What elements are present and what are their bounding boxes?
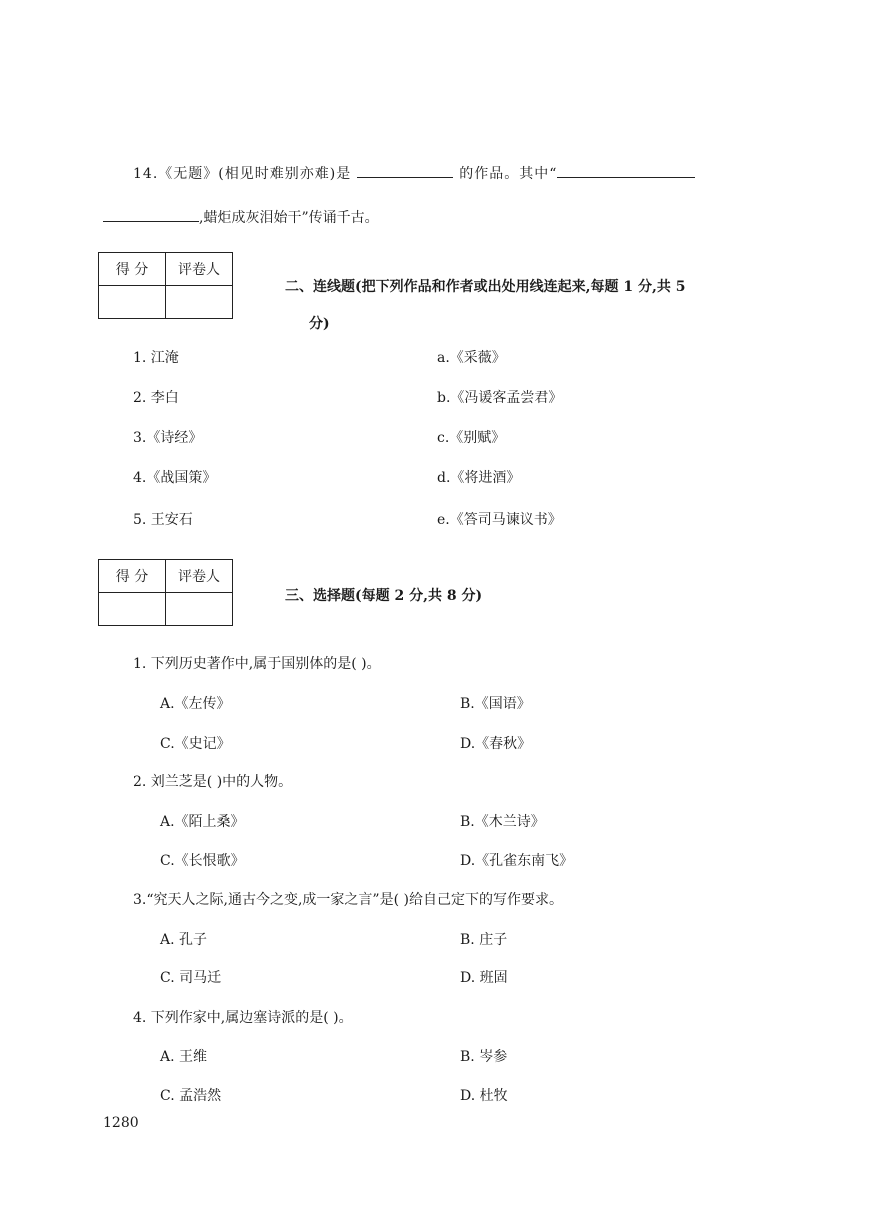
question-4-stem: 4. 下列作家中,属边塞诗派的是( )。 <box>133 1010 353 1026</box>
question-4-option-c: C. 孟浩然 <box>160 1088 222 1104</box>
q14-line-2 <box>103 207 379 227</box>
question-1-option-a: A.《左传》 <box>160 696 231 712</box>
question-2-option-c: C.《长恨歌》 <box>160 853 245 869</box>
grader-label: 评卷人 <box>166 253 233 286</box>
match-right-e: e.《答司马谏议书》 <box>437 512 562 528</box>
match-left-1: 1. 江淹 <box>133 350 179 366</box>
question-2-option-a: A.《陌上桑》 <box>160 814 245 830</box>
q14-text-part-1: 14.《无题》(相见时难别亦难)是 <box>133 166 352 182</box>
match-left-3: 3.《诗经》 <box>133 430 203 446</box>
q14-blank-author <box>357 163 453 178</box>
match-left-4: 4.《战国策》 <box>133 470 217 486</box>
score-box-section-3 <box>98 559 233 626</box>
question-1-stem: 1. 下列历史著作中,属于国别体的是( )。 <box>133 656 381 672</box>
score-cell <box>99 593 166 626</box>
question-1-option-b: B.《国语》 <box>460 696 531 712</box>
question-4-option-a: A. 王维 <box>160 1049 208 1065</box>
question-1-option-d: D.《春秋》 <box>460 736 532 752</box>
section-2-title: 二、连线题(把下列作品和作者或出处用线连起来,每题 1 分,共 5 <box>285 279 686 295</box>
question-3-option-d: D. 班固 <box>460 970 508 986</box>
question-2-option-b: B.《木兰诗》 <box>460 814 545 830</box>
match-right-b: b.《冯谖客孟尝君》 <box>437 390 563 406</box>
question-4-option-d: D. 杜牧 <box>460 1088 508 1104</box>
match-right-c: c.《别赋》 <box>437 430 506 446</box>
question-1-option-c: C.《史记》 <box>160 736 231 752</box>
match-right-d: d.《将进酒》 <box>437 470 521 486</box>
q14-text-part-2: 的作品。其中“ <box>459 166 558 182</box>
page-number: 1280 <box>103 1115 139 1131</box>
q14-line-1 <box>133 163 695 183</box>
match-left-2: 2. 李白 <box>133 390 179 406</box>
grader-cell <box>166 593 233 626</box>
score-label: 得 分 <box>99 253 166 286</box>
q14-blank-verse-start <box>557 163 695 178</box>
question-3-option-a: A. 孔子 <box>160 932 208 948</box>
q14-blank-verse-end <box>103 207 199 222</box>
question-3-option-c: C. 司马迁 <box>160 970 222 986</box>
question-2-option-d: D.《孔雀东南飞》 <box>460 853 574 869</box>
question-2-stem: 2. 刘兰芝是( )中的人物。 <box>133 774 293 790</box>
match-right-a: a.《采薇》 <box>437 350 506 366</box>
grader-label: 评卷人 <box>166 560 233 593</box>
section-3-title: 三、选择题(每题 2 分,共 8 分) <box>285 588 483 604</box>
score-box-section-2 <box>98 252 233 319</box>
score-label: 得 分 <box>99 560 166 593</box>
question-3-stem: 3.“究天人之际,通古今之变,成一家之言”是( )给自己定下的写作要求。 <box>133 892 563 908</box>
section-2-title-cont: 分) <box>309 316 330 332</box>
question-4-option-b: B. 岑参 <box>460 1049 508 1065</box>
grader-cell <box>166 286 233 319</box>
q14-text-part-3: ,蜡炬成灰泪始干”传诵千古。 <box>199 210 379 226</box>
match-left-5: 5. 王安石 <box>133 512 193 528</box>
question-3-option-b: B. 庄子 <box>460 932 508 948</box>
score-cell <box>99 286 166 319</box>
